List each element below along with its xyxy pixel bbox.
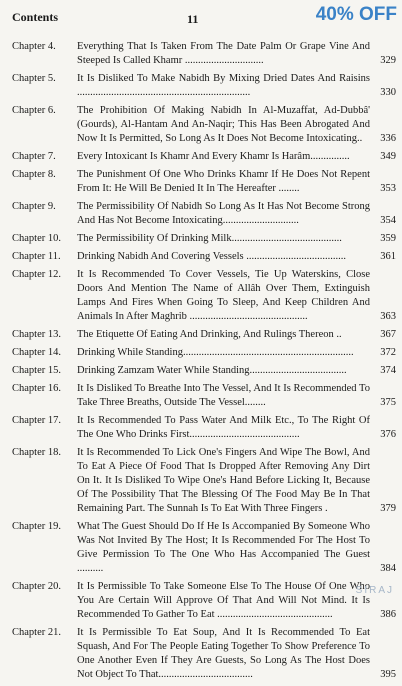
chapter-title: The Punishment Of One Who Drinks Khamr If He Does Not Repent From It: He Will Be Denied It In The Hereafter ........ bbox=[77, 169, 370, 194]
toc-entry bbox=[12, 626, 396, 682]
chapter-label: Chapter 4. bbox=[12, 41, 56, 52]
chapter-title: The Etiquette Of Eating And Drinking, And Rulings Thereon .. bbox=[77, 329, 342, 340]
chapter-page-number: 361 bbox=[380, 251, 396, 262]
toc-entry bbox=[12, 232, 396, 246]
chapter-label: Chapter 17. bbox=[12, 415, 61, 426]
chapter-title: What The Guest Should Do If He Is Accompanied By Someone Who Was Not Invited By The Host; It Is Recommended For The Host To Give Permission To The One Who Has Accompanied The Guest .......... bbox=[77, 521, 370, 574]
chapter-page-number: 379 bbox=[380, 503, 396, 514]
toc-entry bbox=[12, 150, 396, 164]
chapter-label: Chapter 14. bbox=[12, 347, 61, 358]
toc-entry bbox=[12, 168, 396, 196]
chapter-label: Chapter 18. bbox=[12, 447, 61, 458]
toc-entry bbox=[12, 328, 396, 342]
chapter-page-number: 375 bbox=[380, 397, 396, 408]
chapter-label: Chapter 6. bbox=[12, 105, 56, 116]
chapter-label: Chapter 5. bbox=[12, 73, 56, 84]
chapter-label: Chapter 21. bbox=[12, 627, 61, 638]
chapter-label: Chapter 10. bbox=[12, 233, 61, 244]
chapter-title: The Permissibility Of Drinking Milk.......................................... bbox=[77, 233, 342, 244]
toc-entry bbox=[12, 268, 396, 324]
chapter-page-number: 354 bbox=[380, 215, 396, 226]
toc-entry bbox=[12, 250, 396, 264]
chapter-label: Chapter 13. bbox=[12, 329, 61, 340]
chapter-title: Everything That Is Taken From The Date Palm Or Grape Vine And Steeped Is Called Khamr .............................. bbox=[77, 41, 370, 66]
toc-entry bbox=[12, 446, 396, 516]
toc-entry bbox=[12, 40, 396, 68]
chapter-label: Chapter 8. bbox=[12, 169, 56, 180]
chapter-label: Chapter 11. bbox=[12, 251, 61, 262]
chapter-label: Chapter 12. bbox=[12, 269, 61, 280]
chapter-label: Chapter 15. bbox=[12, 365, 61, 376]
table-of-contents bbox=[12, 40, 396, 686]
running-header: Contents bbox=[12, 10, 59, 24]
toc-entry bbox=[12, 200, 396, 228]
toc-entry bbox=[12, 72, 396, 100]
chapter-title: It Is Disliked To Breathe Into The Vessel, And It Is Recommended To Take Three Breaths, Outside The Vessel........ bbox=[77, 383, 370, 408]
chapter-title: It Is Permissible To Eat Soup, And It Is Recommended To Eat Squash, And For The People Eating Together To Show Preference To One Another Even If They Are Guests, So Long As The Host Does Not Object To That.................................... bbox=[77, 627, 370, 680]
chapter-page-number: 329 bbox=[380, 55, 396, 66]
chapter-title: Every Intoxicant Is Khamr And Every Khamr Is Harâm............... bbox=[77, 151, 350, 162]
toc-entry bbox=[12, 520, 396, 576]
chapter-title: It Is Recommended To Pass Water And Milk Etc., To The Right Of The One Who Drinks First.......................................... bbox=[77, 415, 370, 440]
chapter-title: The Permissibility Of Nabidh So Long As It Has Not Become Strong And Has Not Become Intoxicating............................. bbox=[77, 201, 370, 226]
toc-entry bbox=[12, 580, 396, 622]
chapter-page-number: 376 bbox=[380, 429, 396, 440]
toc-entry bbox=[12, 104, 396, 146]
toc-entry bbox=[12, 382, 396, 410]
toc-entry bbox=[12, 414, 396, 442]
chapter-title: The Prohibition Of Making Nabidh In Al-Muzaffat, Ad-Dubbâ' (Gourds), Al-Hantam And An-Naqir; This Has Been Abrogated And Now It Is Permitted, So Long As It Does Not Become Intoxicating.. bbox=[77, 105, 370, 144]
chapter-label: Chapter 20. bbox=[12, 581, 61, 592]
chapter-page-number: 386 bbox=[380, 609, 396, 620]
chapter-page-number: 372 bbox=[380, 347, 396, 358]
chapter-label: Chapter 9. bbox=[12, 201, 56, 212]
toc-entry bbox=[12, 346, 396, 360]
chapter-page-number: 353 bbox=[380, 183, 396, 194]
chapter-title: Drinking While Standing................................................................. bbox=[77, 347, 354, 358]
chapter-page-number: 363 bbox=[380, 311, 396, 322]
chapter-page-number: 359 bbox=[380, 233, 396, 244]
discount-badge: 40% OFF bbox=[315, 4, 397, 25]
chapter-label: Chapter 7. bbox=[12, 151, 56, 162]
chapter-title: It Is Disliked To Make Nabidh By Mixing Dried Dates And Raisins .................................................................. bbox=[77, 73, 370, 98]
chapter-page-number: 330 bbox=[380, 87, 396, 98]
chapter-title: It Is Recommended To Lick One's Fingers And Wipe The Bowl, And To Eat A Piece Of Food That Is Dropped After Removing Any Dirt On It. It Is Disliked To Wipe One's Hand Before Licking It, Because Of The Possibility That The Blessing Of The Food May Be In That Remaining Part. The Sunnah Is To Eat With Three Fingers . bbox=[77, 447, 370, 514]
chapter-page-number: 384 bbox=[380, 563, 396, 574]
page-number: 11 bbox=[187, 12, 199, 26]
chapter-page-number: 336 bbox=[380, 133, 396, 144]
watermark-logo: SIRAJ bbox=[355, 585, 394, 596]
chapter-page-number: 395 bbox=[380, 669, 396, 680]
chapter-label: Chapter 16. bbox=[12, 383, 61, 394]
chapter-title: It Is Permissible To Take Someone Else To The House Of One Who You Are Certain Will Approve Of That And Will Not Mind. It Is Recommended To Gather To Eat ............................................ bbox=[77, 581, 370, 620]
chapter-label: Chapter 19. bbox=[12, 521, 61, 532]
chapter-page-number: 367 bbox=[380, 329, 396, 340]
chapter-title: It Is Recommended To Cover Vessels, Tie Up Waterskins, Close Doors And Mention The Name of Allâh Over Them, Extinguish Lamps And Fires When Going To Sleep, And Keep Children And Animals In After Maghrib ............................................. bbox=[77, 269, 370, 322]
toc-entry bbox=[12, 364, 396, 378]
chapter-page-number: 374 bbox=[380, 365, 396, 376]
chapter-title: Drinking Nabidh And Covering Vessels ...................................... bbox=[77, 251, 347, 262]
chapter-title: Drinking Zamzam Water While Standing..................................... bbox=[77, 365, 347, 376]
chapter-page-number: 349 bbox=[380, 151, 396, 162]
